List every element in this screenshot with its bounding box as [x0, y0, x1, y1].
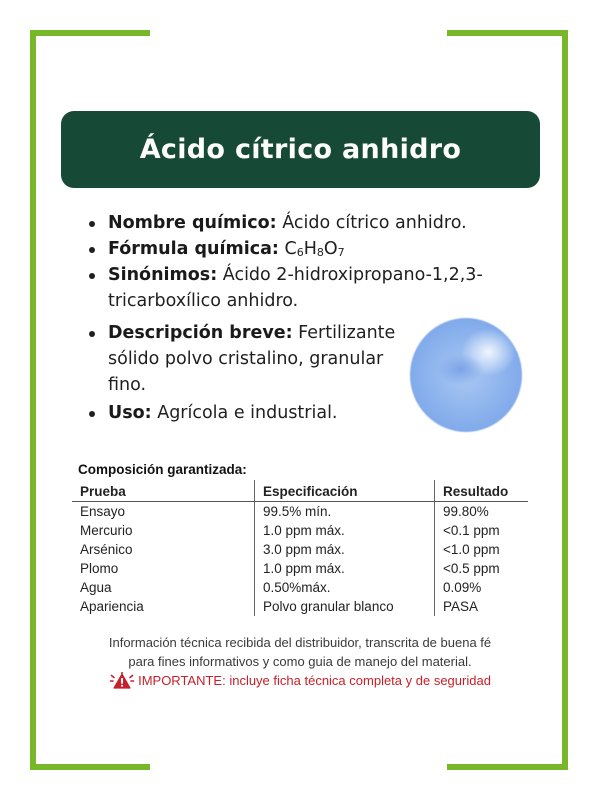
cell-test: Plomo [80, 561, 119, 576]
cell-result: 99.80% [435, 502, 529, 522]
bullet-label: Nombre químico: [108, 213, 277, 233]
table-row [72, 540, 528, 559]
frame-bottom-left-horizontal [30, 764, 150, 770]
frame-right-vertical [562, 30, 568, 770]
cell-test: Ensayo [80, 504, 126, 519]
footer-note [60, 633, 540, 694]
cell-test: Agua [80, 580, 112, 595]
list-item-chemical-formula [84, 236, 504, 262]
frame-bottom-right-horizontal [447, 764, 568, 770]
column-header-test: Prueba [72, 480, 255, 502]
cell-test: Apariencia [80, 599, 144, 614]
bullet-value: Ácido cítrico anhidro. [276, 213, 467, 233]
table-header-row [72, 480, 528, 502]
bullet-label: Fórmula química: [108, 239, 279, 259]
table-row [72, 597, 528, 616]
column-header-result: Resultado [435, 480, 529, 502]
cell-result: PASA [435, 597, 529, 616]
table-row [72, 521, 528, 540]
frame-left-vertical [30, 30, 36, 770]
cell-result: <0.1 ppm [435, 521, 529, 540]
cell-test: Mercurio [80, 523, 133, 538]
page-title: Ácido cítrico anhidro [139, 134, 462, 165]
bullet-value: Agrícola e industrial. [151, 403, 338, 423]
cell-specification: Polvo granular blanco [255, 597, 435, 616]
important-text: IMPORTANTE: incluye ficha técnica completa y de seguridad [138, 673, 491, 688]
cell-result: 0.09% [435, 578, 529, 597]
important-notice [109, 671, 491, 690]
table-row [72, 578, 528, 597]
table-row [72, 502, 528, 522]
list-item-chemical-name [84, 210, 504, 236]
column-header-specification: Especificación [255, 480, 435, 502]
cell-specification: 1.0 ppm máx. [255, 521, 435, 540]
chemical-formula: $C_6H_8O_7$ [284, 239, 345, 259]
bullet-label: Uso: [108, 403, 152, 423]
bullet-value: Ácido 2-hidroxipropano-1,2,3-tricarboxílico anhidro. [108, 265, 483, 311]
cell-specification: 0.50%máx. [255, 578, 435, 597]
powder-image [410, 318, 522, 432]
cell-specification: 1.0 ppm máx. [255, 559, 435, 578]
warning-alert-icon [109, 672, 135, 689]
list-item-synonyms [84, 262, 508, 314]
frame-top-right-horizontal [447, 30, 568, 36]
cell-specification: 3.0 ppm máx. [255, 540, 435, 559]
cell-test: Arsénico [80, 542, 133, 557]
bullet-label: Sinónimos: [108, 265, 218, 285]
cell-result: <0.5 ppm [435, 559, 529, 578]
note-line-2: para fines informativos y como guia de manejo del material. [128, 654, 472, 669]
note-line-1: Información técnica recibida del distribuidor, transcrita de buena fé [108, 635, 492, 650]
composition-title: Composición garantizada: [78, 462, 247, 477]
list-item-description [84, 320, 398, 398]
cell-specification: 99.5% mín. [255, 502, 435, 522]
title-banner [61, 111, 540, 188]
composition-table [72, 480, 528, 616]
bullet-value: Fertilizante sólido polvo cristalino, granular fino. [108, 323, 396, 395]
table-row [72, 559, 528, 578]
frame-top-left-horizontal [30, 30, 150, 36]
cell-result: <1.0 ppm [435, 540, 529, 559]
bullet-label: Descripción breve: [108, 323, 293, 343]
